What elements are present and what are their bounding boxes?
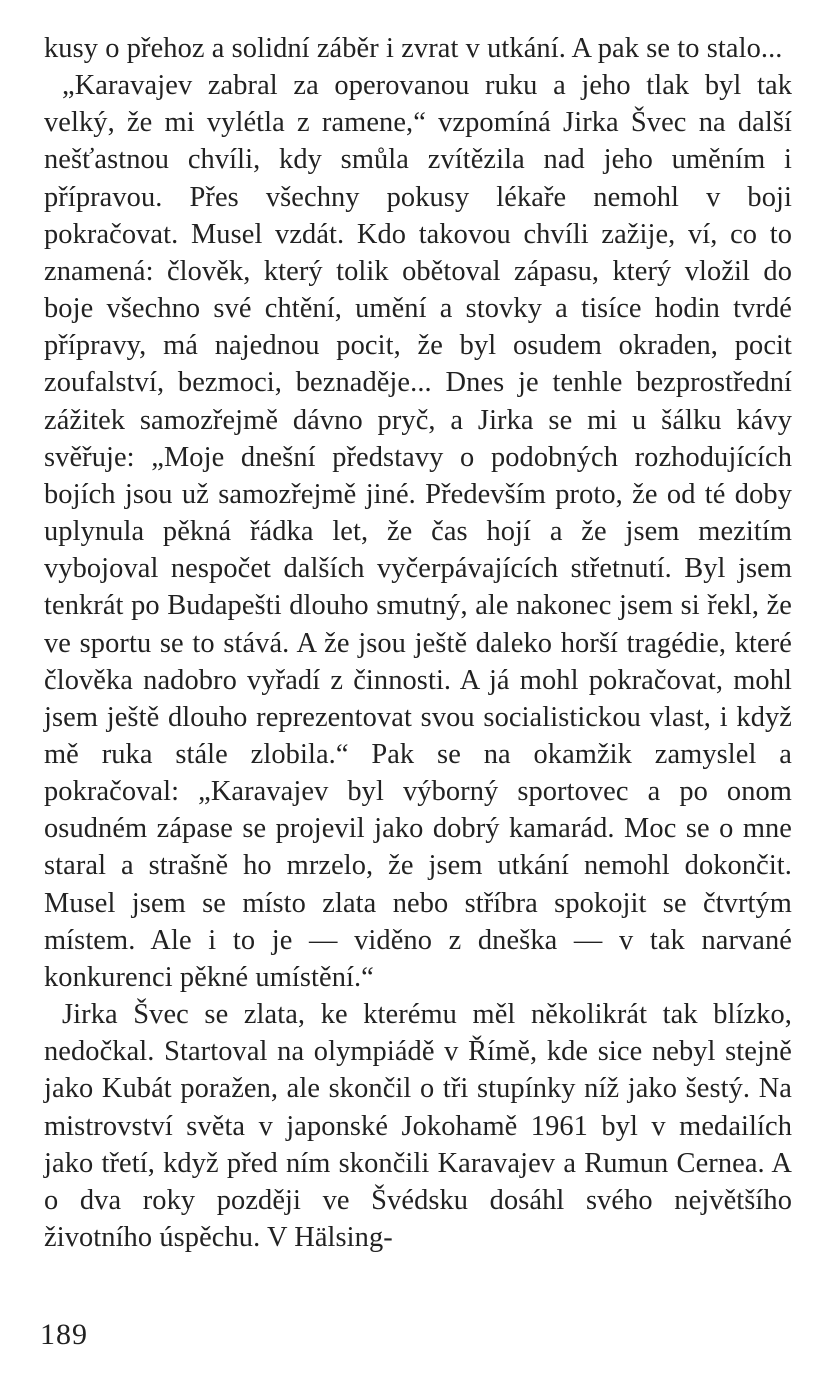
page-number: 189	[40, 1318, 88, 1351]
paragraph-2: „Karavajev zabral za operovanou ruku a jeho tlak byl tak velký, že mi vylétla z ramene,“ vzpomíná Jirka Švec na další nešťastnou chvíli, kdy smůla zvítězila nad jeho uměním i přípravou. Přes všechny pokusy lékaře nemohl v boji pokračovat. Musel vzdát. Kdo takovou chvíli zažije, ví, co to znamená: člověk, který tolik obětoval zápasu, který vložil do boje všechno své chtění, umění a stovky a tisíce hodin tvrdé přípravy, má najednou pocit, že byl osudem okraden, pocit zoufalství, bezmoci, beznaděje... Dnes je tenhle bezprostřední zážitek samozřejmě dávno pryč, a Jirka se mi u šálku kávy svěřuje: „Moje dnešní představy o podobných rozhodujících bojích jsou už samozřejmě jiné. Především proto, že od té doby uplynula pěkná řádka let, že čas hojí a že jsem mezitím vybojoval nespočet dalších vyčerpávajících střetnutí. Byl jsem tenkrát po Budapešti dlouho smutný, ale nakonec jsem si řekl, že ve sportu se to stává. A že jsou ještě daleko horší tragédie, které člověka nadobro vyřadí z činnosti. A já mohl pokračovat, mohl jsem ještě dlouho reprezentovat svou socialistickou vlast, i když mě ruka stále zlobila.“ Pak se na okamžik zamyslel a pokračoval: „Karavajev byl výborný sportovec a po onom osudném zápase se projevil jako dobrý kamarád. Moc se o mne staral a strašně ho mrzelo, že jsem utkání nemohl dokončit. Musel jsem se místo zlata nebo stříbra spokojit se čtvrtým místem. Ale i to je — viděno z dneška — v tak narvané konkurenci pěkné umístění.“	[44, 70, 792, 993]
body-text	[44, 30, 792, 1256]
paragraph-3: Jirka Švec se zlata, ke kterému měl několikrát tak blízko, nedočkal. Startoval na olympiádě v Římě, kde sice nebyl stejně jako Kubát poražen, ale skončil o tři stupínky níž jako šestý. Na mistrovství světa v japonské Jokohamě 1961 byl v medailích jako třetí, když před ním skončili Karavajev a Rumun Cernea. A o dva roky později ve Švédsku dosáhl svého největšího životního úspěchu. V Hälsing-	[44, 999, 792, 1253]
paragraph-1: kusy o přehoz a solidní záběr i zvrat v utkání. A pak se to stalo...	[44, 33, 783, 64]
